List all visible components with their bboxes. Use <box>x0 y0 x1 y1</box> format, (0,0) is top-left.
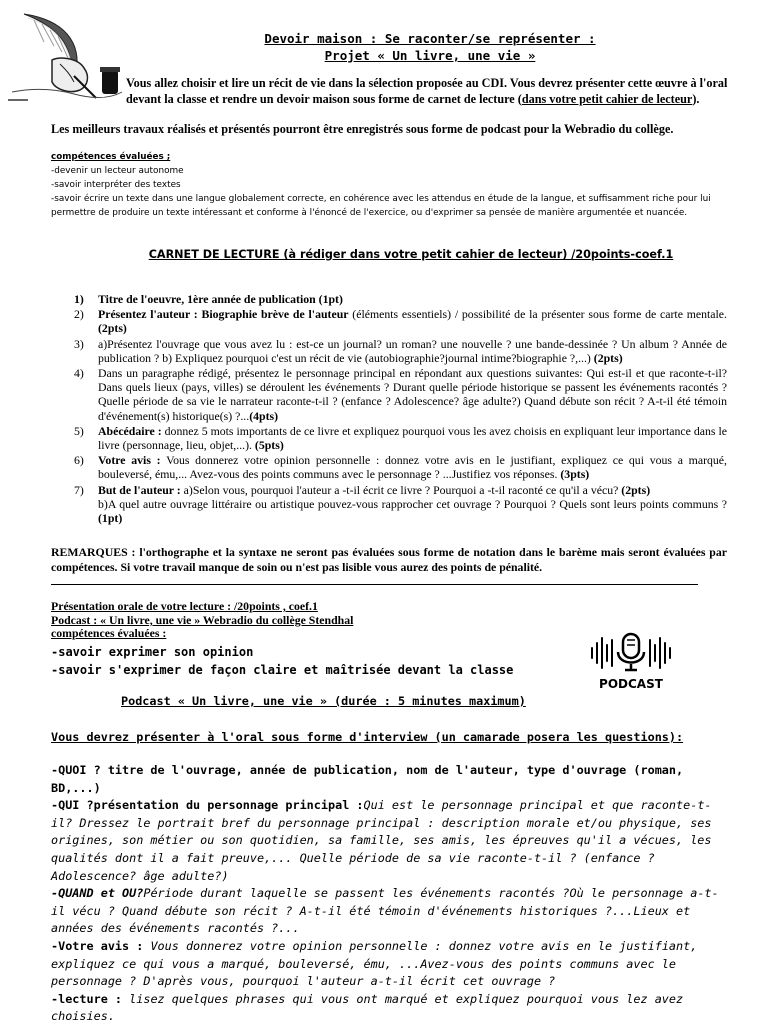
podcast-logo-label: PODCAST <box>599 677 663 691</box>
item-bold-text: Abécédaire : <box>98 423 162 438</box>
podcast-logo <box>582 626 680 694</box>
list-item <box>51 424 727 452</box>
item-number: 5) <box>74 423 84 438</box>
interview-text: lisez quelques phrases qui vous ont marqué et expliquez pourquoi vous lez avez choisies. <box>51 991 684 1024</box>
interview-item <box>51 797 727 885</box>
competence-item: -savoir interpréter des textes <box>51 180 181 190</box>
interview-label: -lecture : <box>51 991 123 1006</box>
item-text: a)Présentez l'ouvrage que vous avez lu : est-ce un journal? un roman? une nouvelle ? une bande-dessinée ? Un album ? Année de publication ? b) Expliquez pourquoi c'est un récit de vie (autobiographie?journal intime?biographie ?,...) <box>98 336 727 365</box>
intro-paragraph <box>126 76 756 107</box>
project-subtitle: Projet « Un livre, une vie » <box>324 48 536 63</box>
podcast-line: Podcast : « Un livre, une vie » Webradio du collège Stendhal <box>51 612 354 627</box>
oral-section-header <box>51 600 491 641</box>
list-item <box>51 366 727 423</box>
competences-section <box>51 150 731 220</box>
divider <box>51 584 698 585</box>
interview-item <box>51 991 727 1026</box>
item-text: (éléments essentiels) / possibilité de la présenter sous forme de carte mentale. <box>348 307 727 322</box>
item-points: (2pts) <box>98 321 127 336</box>
item-points: (4pts) <box>249 408 279 423</box>
quill-writing-illustration <box>4 12 124 104</box>
item-bold-text: But de l'auteur : <box>98 482 181 497</box>
item-text: Vous donnerez votre opinion personnelle : donnez votre avis en le justifiant, expliquez ce qui vous a marqué, bouleversé, ému,... Avez-vous des points communs avec le personnage ? ...Justifiez vos réponses. <box>98 453 727 482</box>
item-number: 4) <box>74 366 84 381</box>
item-points: (2pts) <box>621 482 651 497</box>
interview-text: Période durant laquelle se passent les événements racontés ?Où le personnage a-t-il vécu ? Quand débute son récit ? A-t-il été témoin d'événements historiques ?...Lieux et années des événements racontés ?... <box>51 886 719 936</box>
item-points: (5pts) <box>254 438 284 453</box>
item-bold-text: Présentez l'auteur : Biographie brève de l'auteur <box>98 307 349 322</box>
item-text: donnez 5 mots importants de ce livre et expliquez pourquoi vous les avez choisis en expliquant leur importance dans le livre (personnage, lieu, objet,...). <box>98 423 727 453</box>
item-number: 3) <box>74 336 84 351</box>
item-text: b)A quel autre ouvrage littéraire ou artistique pouvez-vous rapprocher cet ouvrage ? Pourquoi ? Quels sont leurs points communs ? <box>98 496 727 511</box>
item-points: (1pt) <box>98 511 123 526</box>
item-text: Dans un paragraphe rédigé, présentez le personnage principal en répondant aux questions suivantes: Qui est-il et que raconte-t-il? Dans quels lieux (pays, villes) se déroulent les événements ? Durant quelle période historique se passent les événements racontés ? Quelle période de sa vie le narrateur raconte-t-il ? (enfance ? Adolescence? âge adulte?) Quand débute son récit ? A-t-il été témoin d'événement(s) historique(s) ?... <box>98 366 727 423</box>
interview-label: -QUI ?présentation du personnage principal : <box>51 798 364 813</box>
item-bold-text: Votre avis : <box>98 453 161 468</box>
oral-competences <box>51 643 571 679</box>
question-list <box>51 292 727 526</box>
interview-item <box>51 885 727 938</box>
competences-title: compétences évaluées ; <box>51 152 171 162</box>
item-number: 2) <box>74 307 84 322</box>
item-points: (3pts) <box>560 467 590 482</box>
interview-intro: Vous devrez présenter à l'oral sous forme d'interview (un camarade posera les questions): <box>51 730 684 744</box>
competence-item: -savoir s'exprimer de façon claire et maîtrisée devant la classe <box>51 663 514 677</box>
intro-text-end: ). <box>692 91 700 106</box>
podcast-title: Podcast « Un livre, une vie » (durée : 5 minutes maximum) <box>121 694 526 708</box>
quill-icon <box>4 12 124 104</box>
remarques-note: REMARQUES : l'orthographe et la syntaxe ne seront pas évaluées sous forme de notation dans le barème mais seront évaluées par compétences. Si votre travail manque de soin ou n'est pas lisible vous aurez des points de pénalité. <box>51 545 727 574</box>
interview-item <box>51 938 727 991</box>
competence-item: -savoir écrire un texte dans une langue globalement correcte, en cohérence avec les attendus en étude de la langue, et suffisamment riche pour lui permettre de produire un texte intéressant et conforme à l'énoncé de l'exercice, ou d'exprimer sa pensée de manière argumentée et nuancée. <box>51 194 711 218</box>
item-number: 1) <box>74 292 84 306</box>
competence-item: -devenir un lecteur autonome <box>51 166 184 176</box>
item-text: a)Selon vous, pourquoi l'auteur a -t-il écrit ce livre ? Pourquoi a -t-il raconté ce qu'il a vécu? <box>180 482 622 497</box>
item-number: 7) <box>74 482 84 497</box>
interview-label: -QUOI ? titre de l'ouvrage, année de publication, nom de l'auteur, type d'ouvrage (roman, BD,...) <box>51 763 684 795</box>
list-item <box>51 337 727 365</box>
competence-item: -savoir exprimer son opinion <box>51 645 254 659</box>
interview-questions <box>51 762 727 1026</box>
carnet-title: CARNET DE LECTURE (à rédiger dans votre petit cahier de lecteur) /20points-coef.1 <box>148 248 674 261</box>
interview-label: -QUAND et OU? <box>51 886 144 901</box>
intro-text: Vous allez choisir et lire un récit de vie dans la sélection proposée au CDI. Vous devrez présenter cette œuvre à l'oral devant la classe et rendre un devoir maison sous forme de carnet de lecture ( <box>126 76 728 106</box>
list-item <box>51 453 727 481</box>
interview-text: Qui est le personnage principal et que raconte-t-il? Dressez le portrait bref du personnage principal : description morale et/ou physique, ses origines, son métier ou son quotidien, sa famille, ses amis, les épreuves qu'il a vécues, les qualités dont il a fait preuve,... Quelle période de sa vie raconte-t-il ? (enfance ? Adolescence? âge adulte?) <box>51 798 712 883</box>
list-item <box>51 307 727 335</box>
microphone-icon <box>582 626 680 694</box>
list-item <box>51 292 727 306</box>
page-title: Devoir maison : Se raconter/se représenter : <box>264 31 596 46</box>
interview-label: -Votre avis : <box>51 938 144 953</box>
oral-title: Présentation orale de votre lecture : /20points , coef.1 <box>51 599 318 613</box>
item-points: (2pts) <box>593 350 623 365</box>
interview-item <box>51 762 727 797</box>
competences-title: compétences évaluées : <box>51 626 167 640</box>
podcast-note: Les meilleurs travaux réalisés et présentés pourront être enregistrés sous forme de podcast pour la Webradio du collège. <box>51 122 674 136</box>
intro-underlined-text: dans votre petit cahier de lecteur <box>521 91 693 106</box>
list-item <box>51 483 727 526</box>
item-bold-text: Titre de l'oeuvre, 1ère année de publication (1pt) <box>98 292 343 306</box>
item-number: 6) <box>74 453 84 468</box>
interview-text: Vous donnerez votre opinion personnelle : donnez votre avis en le justifiant, expliquez ce qui vous a marqué, bouleversé, ému, ...Avez-vous des points communs avec le personnage ? D'après vous, pourquoi l'auteur a-t-il écrit cet ouvrage ? <box>51 938 698 989</box>
